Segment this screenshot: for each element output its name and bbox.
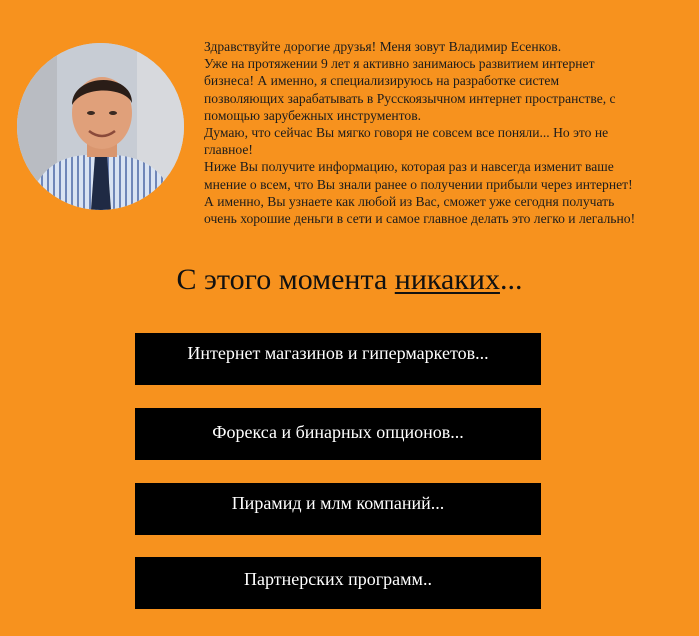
pyramids-mlm-button-label: Пирамид и млм компаний... (231, 493, 445, 513)
intro-line: мнение о всем, что Вы знали ранее о получении прибыли через интернет! (204, 176, 633, 192)
headline-prefix: С этого момента (176, 263, 395, 296)
intro-line: Думаю, что сейчас Вы мягко говоря не совсем все поняли... Но это не (204, 125, 609, 141)
online-stores-button[interactable] (135, 333, 541, 385)
affiliate-programs-button[interactable] (135, 557, 541, 609)
headline (0, 262, 699, 298)
headline-emphasis: никаких (394, 263, 500, 296)
intro-line: Ниже Вы получите информацию, которая раз и навсегда изменит ваше (204, 159, 614, 175)
intro-line: позволяющих зарабатывать в Русскоязычном интернет пространстве, с (204, 90, 616, 106)
author-photo (17, 43, 184, 210)
portrait-icon (17, 43, 184, 210)
intro-line: Уже на протяжении 9 лет я активно занимаюсь развитием интернет (204, 56, 595, 72)
intro-line: Здравствуйте дорогие друзья! Меня зовут Владимир Есенков. (204, 39, 562, 54)
intro-line: помощью зарубежных инструментов. (204, 107, 422, 123)
forex-options-button[interactable] (135, 408, 541, 460)
headline-suffix: ... (499, 263, 523, 296)
pyramids-mlm-button[interactable] (135, 483, 541, 535)
intro-line: бизнеса! А именно, я специализируюсь на разработке систем (204, 73, 560, 89)
forex-options-button-label: Форекса и бинарных опционов... (212, 422, 464, 442)
intro-line: А именно, Вы узнаете как любой из Вас, сможет уже сегодня получать (204, 193, 615, 209)
affiliate-programs-button-label: Партнерских программ.. (244, 569, 432, 589)
intro-line: очень хорошие деньги в сети и самое главное делать это легко и легально! (204, 211, 636, 227)
online-stores-button-label: Интернет магазинов и гипермаркетов... (187, 343, 489, 363)
intro-text (204, 38, 674, 227)
intro-line: главное! (204, 142, 253, 158)
